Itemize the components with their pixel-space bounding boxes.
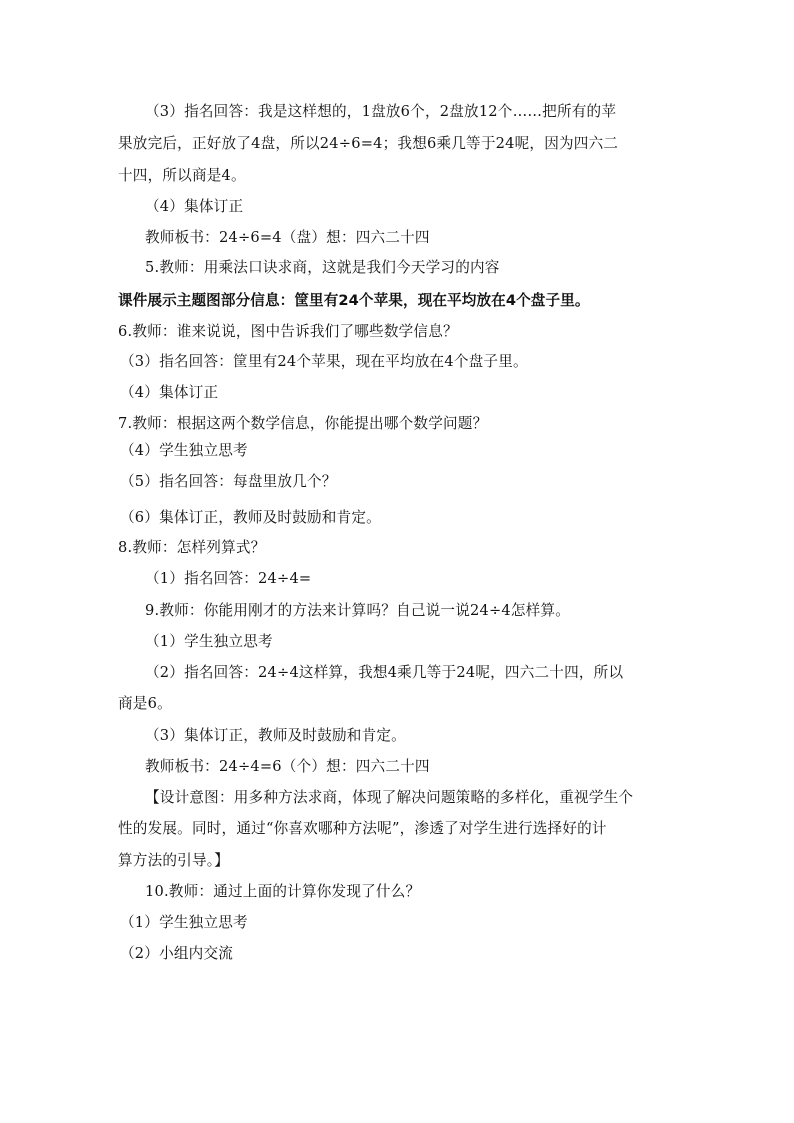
text-line-11: 7.教师：根据这两个数学信息，你能提出哪个数学问题？ bbox=[118, 415, 488, 432]
text-line-13: （5）指名回答：每盘里放几个？ bbox=[120, 473, 337, 490]
text-line-6: 5.教师：用乘法口诀求商，这就是我们今天学习的内容 bbox=[145, 259, 500, 276]
text-line-17: 9.教师：你能用刚才的方法来计算吗？自己说一说24÷4怎样算。 bbox=[145, 602, 571, 619]
text-line-4: （4）集体订正 bbox=[145, 198, 244, 215]
text-line-1: （3）指名回答：我是这样想的，1盘放6个，2盘放12个……把所有的苹 bbox=[145, 103, 617, 120]
text-line-3: 十四，所以商是4。 bbox=[118, 167, 246, 184]
text-line-8: 6.教师：谁来说说，图中告诉我们了哪些数学信息？ bbox=[118, 323, 458, 340]
text-line-22: 教师板书：24÷4=6（个）想：四六二十四 bbox=[145, 758, 430, 775]
text-line-15: 8.教师：怎样列算式？ bbox=[118, 539, 266, 556]
text-line-18: （1）学生独立思考 bbox=[145, 633, 273, 650]
text-line-9: （3）指名回答：筐里有24个苹果，现在平均放在4个盘子里。 bbox=[120, 353, 528, 370]
text-line-7-bold: 课件展示主题图部分信息：筐里有24个苹果，现在平均放在4个盘子里。 bbox=[118, 292, 590, 309]
text-line-24: 性的发展。同时，通过“你喜欢哪种方法呢”，渗透了对学生进行选择好的计 bbox=[118, 820, 607, 837]
text-line-23: 【设计意图：用多种方法求商，体现了解决问题策略的多样化，重视学生个 bbox=[145, 789, 634, 806]
text-line-10: （4）集体订正 bbox=[120, 384, 219, 401]
text-line-25: 算方法的引导。】 bbox=[118, 852, 230, 869]
text-line-28: （2）小组内交流 bbox=[120, 945, 234, 962]
text-line-12: （4）学生独立思考 bbox=[120, 442, 248, 459]
text-line-2: 果放完后，正好放了4盘，所以24÷6=4；我想6乘几等于24呢，因为四六二 bbox=[118, 135, 619, 152]
text-line-27: （1）学生独立思考 bbox=[120, 914, 248, 931]
text-line-21: （3）集体订正，教师及时鼓励和肯定。 bbox=[145, 727, 406, 744]
text-line-14: （6）集体订正，教师及时鼓励和肯定。 bbox=[120, 509, 381, 526]
text-line-19: （2）指名回答：24÷4这样算，我想4乘几等于24呢，四六二十四，所以 bbox=[145, 664, 624, 681]
text-line-26: 10.教师：通过上面的计算你发现了什么？ bbox=[145, 883, 421, 900]
text-line-16: （1）指名回答：24÷4= bbox=[145, 570, 312, 587]
text-line-20: 商是6。 bbox=[118, 695, 172, 712]
text-line-5: 教师板书：24÷6=4（盘）想：四六二十四 bbox=[145, 229, 430, 246]
